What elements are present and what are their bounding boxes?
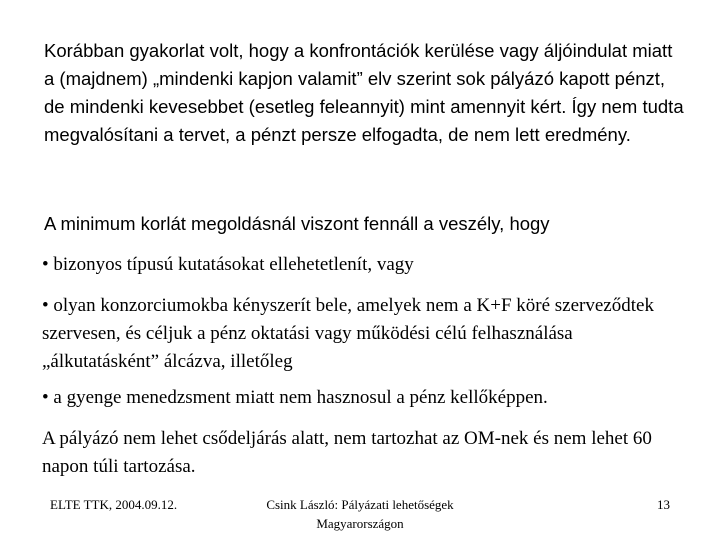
- footer-page-number: 13: [657, 497, 670, 512]
- paragraph-minimum-limit: A minimum korlát megoldásnál viszont fennáll a veszély, hogy: [44, 213, 550, 234]
- footer-title: Csink László: Pályázati lehetőségek Magyarországon: [266, 497, 454, 531]
- bullet-consortium: • olyan konzorciumokba kényszerít bele, amelyek nem a K+F köré szerveződtek szervesen, és céljuk a pénz oktatási vagy működési célú felhasználása „álkutatásként” álcázva, illetőleg: [42, 295, 654, 372]
- bullet-research-types: • bizonyos típusú kutatásokat ellehetetlenít, vagy: [42, 254, 414, 275]
- footer-date: ELTE TTK, 2004.09.12.: [50, 497, 178, 512]
- bullet-management: • a gyenge menedzsment miatt nem hasznosul a pénz kellőképpen.: [42, 387, 548, 408]
- paragraph-eligibility: A pályázó nem lehet csődeljárás alatt, nem tartozhat az OM-nek és nem lehet 60 napon túli tartozása.: [42, 428, 652, 477]
- paragraph-past-practice: Korábban gyakorlat volt, hogy a konfrontációk kerülése vagy áljóindulat miatt a (majdnem) „mindenki kapjon valamit” elv szerint sok pályázó kapott pénzt, de mindenki kevesebbet (esetleg feleannyit) mint amennyit kért. Így nem tudta megvalósítani a tervet, a pénzt persze elfogadta, de nem lett eredmény.: [44, 40, 684, 145]
